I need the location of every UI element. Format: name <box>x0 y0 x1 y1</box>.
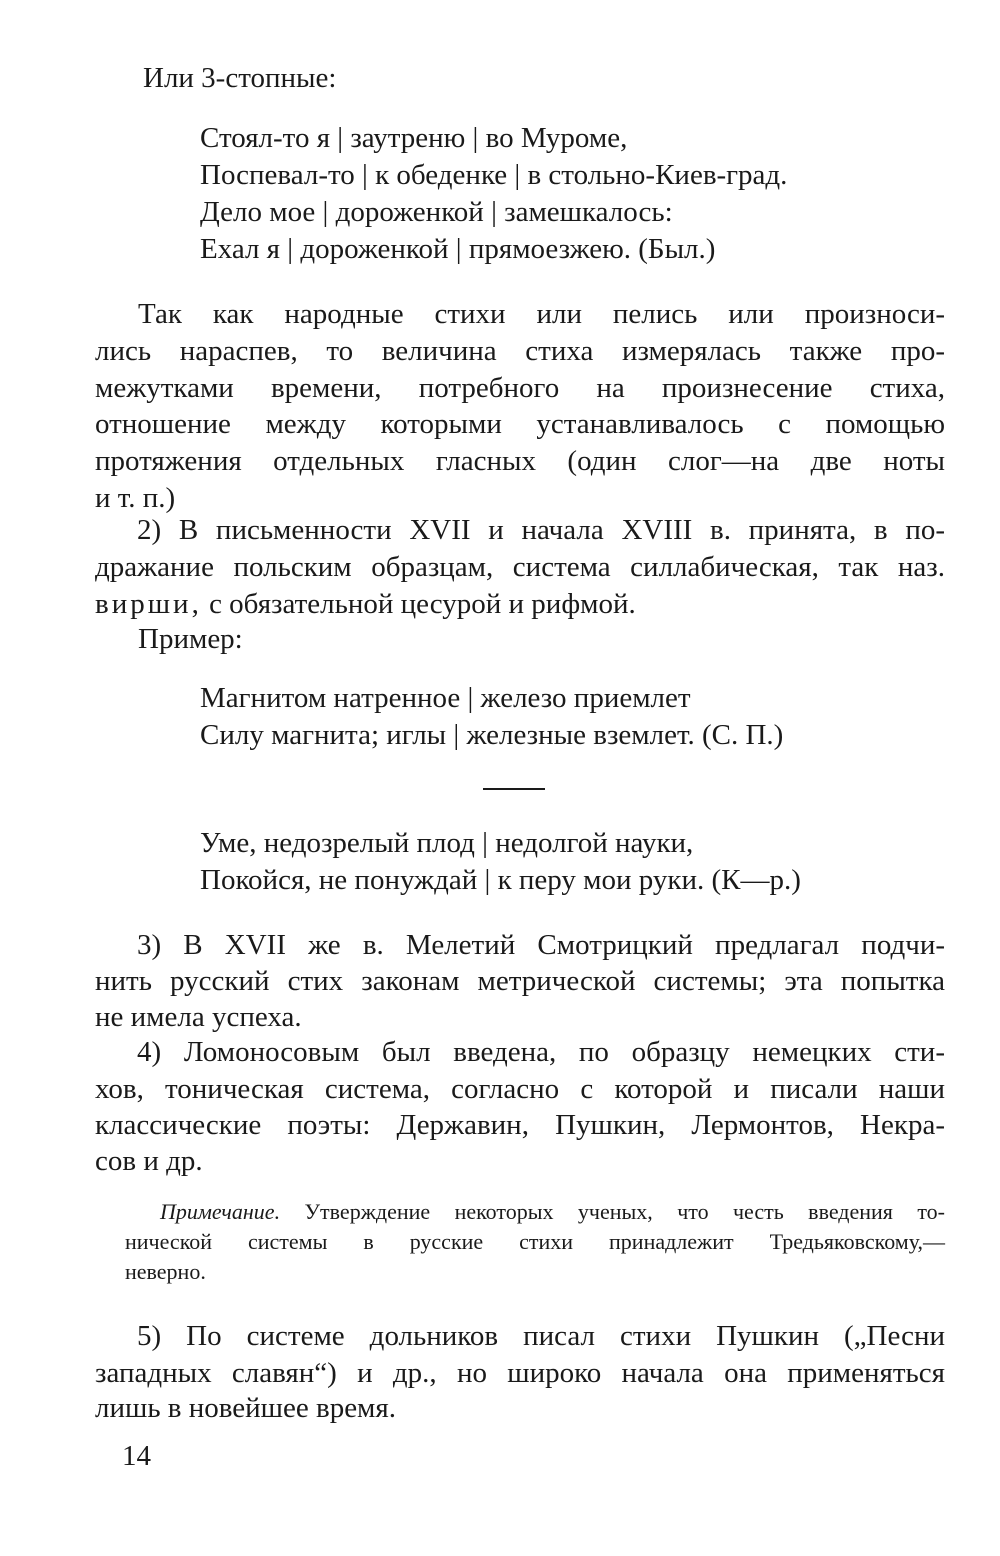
verse-line: Уме, недозрелый плод | недолгой науки, <box>200 827 694 859</box>
page-number: 14 <box>122 1440 151 1472</box>
paragraph-line: 5) По системе дольников писал стихи Пушкин („Песни <box>137 1320 945 1352</box>
verse-line: Стоял-то я | заутреню | во Муроме, <box>200 122 628 154</box>
verse-line: Ехал я | дороженкой | прямоезжею. (Был.) <box>200 233 716 265</box>
paragraph-line: и т. п.) <box>95 482 176 514</box>
paragraph-line: лись нараспев, то величина стиха измерялась также про- <box>95 335 945 367</box>
paragraph-line: 3) В XVII же в. Мелетий Смотрицкий предлагал подчи- <box>137 929 945 961</box>
paragraph-line: сов и др. <box>95 1145 203 1177</box>
paragraph-line: 4) Ломоносовым был введена, по образцу немецких сти- <box>137 1036 945 1068</box>
paragraph-line: классические поэты: Державин, Пушкин, Лермонтов, Некра- <box>95 1109 945 1141</box>
note-label: Примечание. <box>160 1199 281 1224</box>
verse-line: Дело мое | дороженкой | замешкалось: <box>200 196 673 228</box>
paragraph-line: западных славян“) и др., но широко начала она применяться <box>95 1357 945 1389</box>
paragraph-line: дражание польским образцам, система силлабическая, так наз. <box>95 551 945 583</box>
verse-line: Силу магнита; иглы | железные вземлет. (С. П.) <box>200 719 784 751</box>
section-divider <box>483 788 545 790</box>
verse-line: Покойся, не понуждай | к перу мои руки. (К—р.) <box>200 864 801 896</box>
paragraph-line: Так как народные стихи или пелись или произноси- <box>138 298 945 330</box>
emphasized-term: вирши, <box>95 588 202 620</box>
paragraph-line: хов, тоническая система, согласно с которой и писали наши <box>95 1073 945 1105</box>
paragraph-line: отношение между которыми устанавливалось с помощью <box>95 408 945 440</box>
paragraph-line: лишь в новейшее время. <box>95 1392 397 1424</box>
verse-line: Поспевал-то | к обеденке | в стольно-Киев-град. <box>200 159 788 191</box>
note-line: неверно. <box>125 1259 206 1284</box>
paragraph-text: с обязательной цесурой и рифмой. <box>201 588 636 620</box>
note-line: нической системы в русские стихи принадлежит Тредьяковскому,— <box>125 1229 945 1254</box>
paragraph-line: 2) В письменности XVII и начала XVIII в. принята, в по- <box>137 514 945 546</box>
paragraph-line: не имела успеха. <box>95 1001 302 1033</box>
paragraph-line: межутками времени, потребного на произнесение стиха, <box>95 372 945 404</box>
example-label: Пример: <box>138 623 243 655</box>
note-line <box>160 1198 945 1226</box>
verse-line: Магнитом натренное | железо приемлет <box>200 682 691 714</box>
paragraph-line <box>95 586 636 622</box>
note-text: Утверждение некоторых ученых, что честь введения то- <box>280 1199 945 1224</box>
paragraph-line: протяжения отдельных гласных (один слог—на две ноты <box>95 445 945 477</box>
intro-heading: Или 3-стопные: <box>143 62 337 94</box>
paragraph-line: нить русский стих законам метрической системы; эта попытка <box>95 965 945 997</box>
